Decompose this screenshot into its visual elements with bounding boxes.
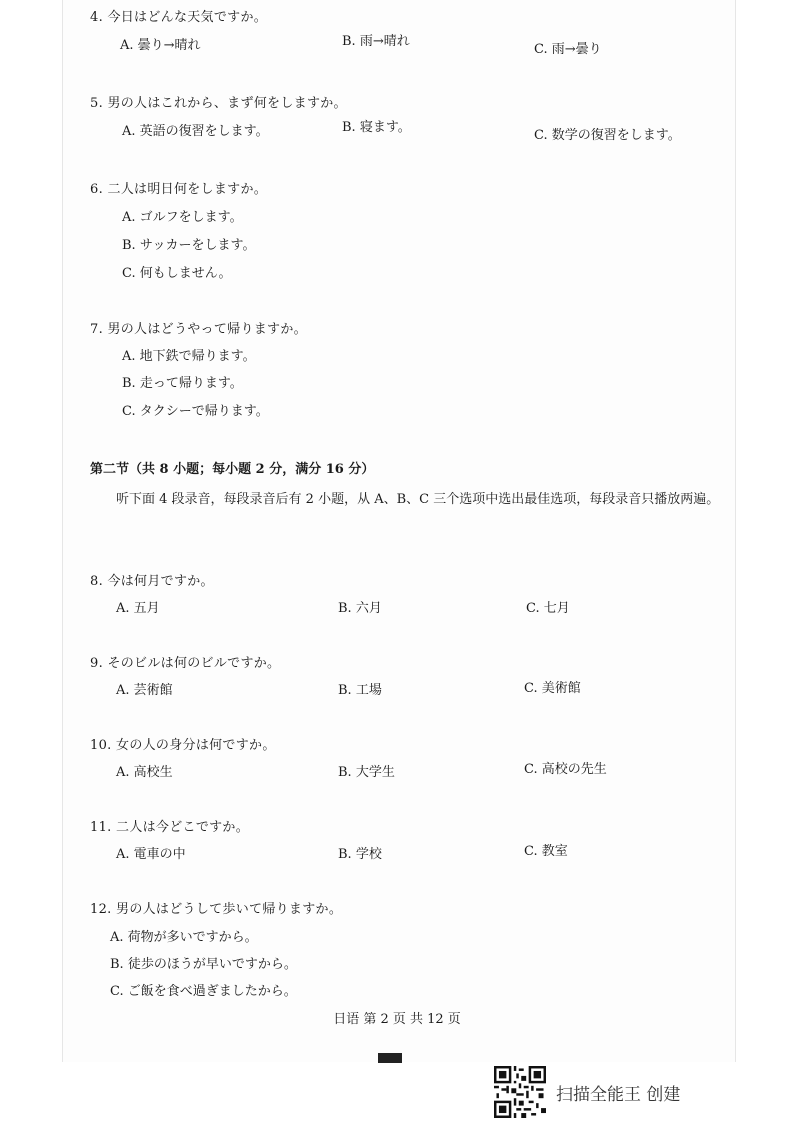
option-10-c: C. 高校の先生 (524, 762, 607, 777)
question-9 (90, 652, 280, 671)
option-4-c: C. 雨→曇り (534, 42, 602, 57)
question-text: 二人は今どこですか。 (116, 820, 250, 835)
option-4-b: B. 雨→晴れ (342, 34, 410, 49)
question-text: 今は何月ですか。 (107, 574, 214, 589)
option-9-c: C. 美術館 (524, 681, 581, 696)
question-number: 10. (90, 738, 112, 753)
option-6-c: C. 何もしません。 (122, 266, 232, 281)
question-10 (90, 734, 276, 753)
option-12-c: C. ご飯を食べ過ぎましたから。 (110, 984, 297, 999)
question-number: 11. (90, 820, 112, 835)
question-text: 男の人はどうやって帰りますか。 (107, 322, 307, 337)
option-11-c: C. 教室 (524, 844, 568, 859)
question-number: 6. (90, 182, 104, 197)
section-2-heading: 第二节（共 8 小题；每小题 2 分，满分 16 分） (90, 462, 375, 477)
option-10-a: A. 高校生 (116, 765, 173, 780)
scanner-watermark-text: 扫描全能王 创建 (556, 1085, 681, 1105)
question-text: 今日はどんな天気ですか。 (107, 10, 268, 25)
scan-mark (378, 1053, 402, 1063)
question-8 (90, 570, 214, 589)
question-number: 8. (90, 574, 104, 589)
option-5-c: C. 数学の復習をします。 (534, 128, 681, 143)
option-8-a: A. 五月 (116, 601, 160, 616)
option-7-b: B. 走って帰ります。 (122, 376, 243, 391)
question-6 (90, 178, 267, 197)
qr-code-icon (494, 1066, 546, 1118)
question-11 (90, 816, 249, 835)
option-8-c: C. 七月 (526, 601, 570, 616)
question-text: 男の人はこれから、まず何をしますか。 (107, 96, 347, 111)
option-12-a: A. 荷物が多いですから。 (110, 930, 258, 945)
option-5-a: A. 英語の復習をします。 (122, 124, 269, 139)
page-footer: 日语 第 2 页 共 12 页 (333, 1012, 461, 1027)
option-9-a: A. 芸術館 (116, 683, 173, 698)
section-2-instruction: 听下面 4 段录音，每段录音后有 2 小题，从 A、B、C 三个选项中选出最佳选项，每段录音只播放两遍。 (116, 492, 720, 507)
option-10-b: B. 大学生 (338, 765, 395, 780)
question-text: そのビルは何のビルですか。 (107, 656, 281, 671)
question-text: 二人は明日何をしますか。 (107, 182, 268, 197)
question-4 (90, 6, 267, 25)
option-6-b: B. サッカーをします。 (122, 238, 256, 253)
question-7 (90, 318, 307, 337)
option-4-a: A. 曇り→晴れ (120, 38, 201, 53)
question-number: 9. (90, 656, 104, 671)
option-7-a: A. 地下鉄で帰ります。 (122, 349, 256, 364)
question-text: 女の人の身分は何ですか。 (116, 738, 276, 753)
question-12 (90, 898, 342, 917)
option-11-b: B. 学校 (338, 847, 382, 862)
option-6-a: A. ゴルフをします。 (122, 210, 243, 225)
question-number: 12. (90, 902, 112, 917)
option-9-b: B. 工場 (338, 683, 382, 698)
question-number: 5. (90, 96, 104, 111)
option-8-b: B. 六月 (338, 601, 382, 616)
question-number: 7. (90, 322, 104, 337)
option-5-b: B. 寝ます。 (342, 120, 411, 135)
question-5 (90, 92, 347, 111)
question-number: 4. (90, 10, 104, 25)
question-text: 男の人はどうして歩いて帰りますか。 (116, 902, 343, 917)
option-12-b: B. 徒歩のほうが早いですから。 (110, 957, 297, 972)
option-7-c: C. タクシーで帰ります。 (122, 404, 269, 419)
option-11-a: A. 電車の中 (116, 847, 186, 862)
